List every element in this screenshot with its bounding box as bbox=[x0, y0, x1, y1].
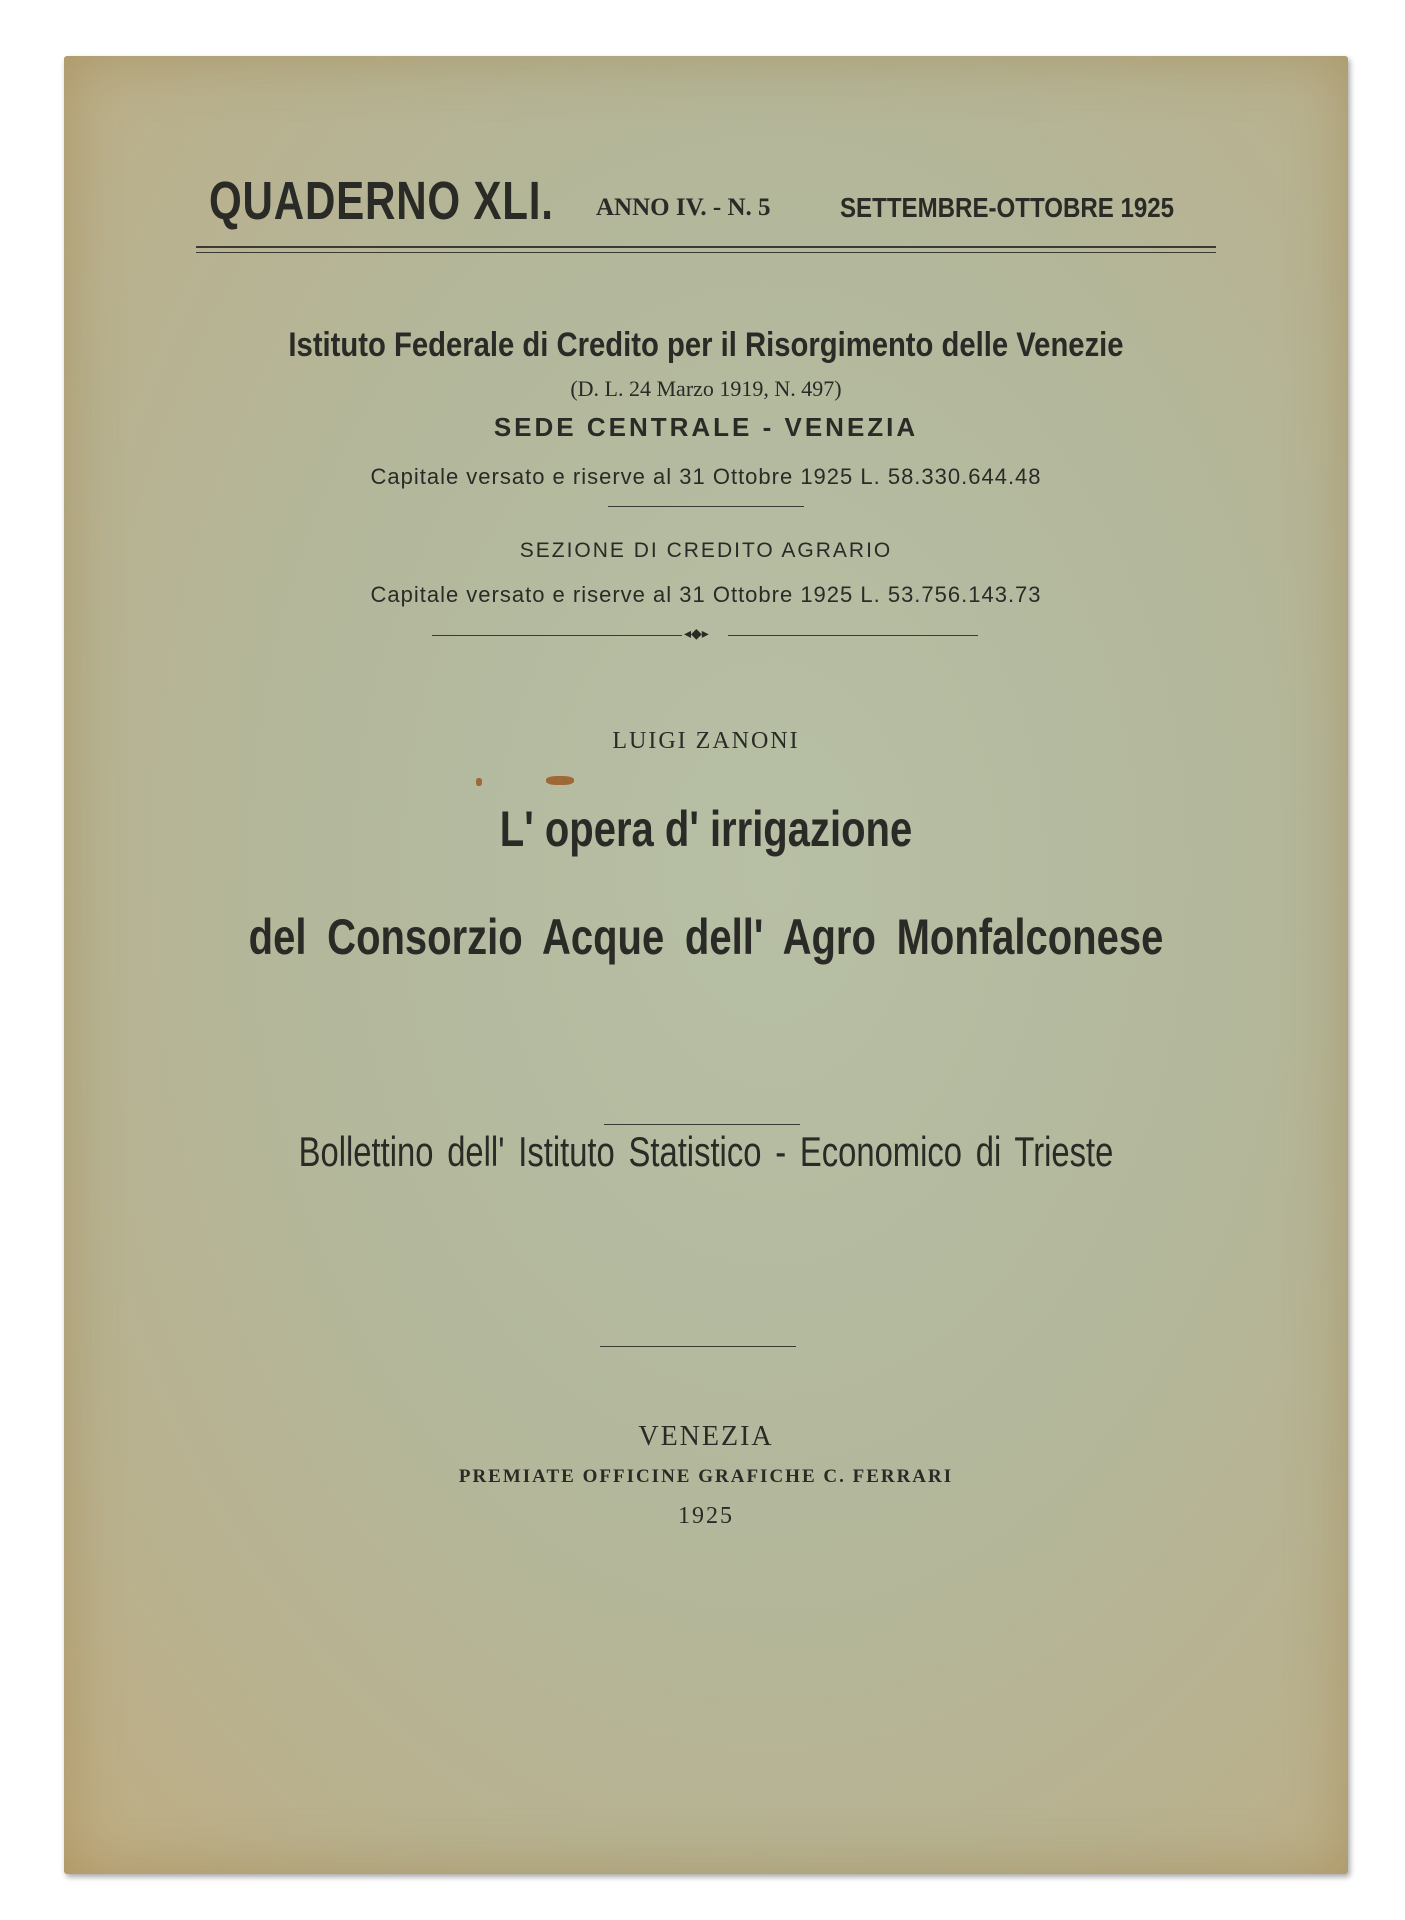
title-line-2: del Consorzio Acque dell' Agro Monfalconese bbox=[248, 909, 1164, 965]
series-number: QUADERNO XLI. bbox=[209, 171, 554, 231]
publisher-name: Istituto Federale di Credito per il Risorgimento delle Venezie bbox=[288, 326, 1124, 364]
note-divider bbox=[600, 1346, 796, 1347]
booklet-cover bbox=[64, 56, 1348, 1874]
section-divider bbox=[608, 506, 804, 507]
capital-statement: Capitale versato e riserve al 31 Ottobre 1925 L. 58.330.644.48 bbox=[370, 464, 1042, 489]
author-name: LUIGI ZANONI bbox=[612, 728, 800, 754]
rust-stain bbox=[476, 778, 482, 786]
rust-stain bbox=[546, 776, 574, 785]
section-capital-statement: Capitale versato e riserve al 31 Ottobre 1925 L. 53.756.143.73 bbox=[370, 582, 1042, 607]
header-rule-top bbox=[196, 246, 1216, 248]
title-line-1: L' opera d' irrigazione bbox=[499, 801, 913, 857]
ornament-rule-right bbox=[728, 635, 978, 636]
headquarters: SEDE CENTRALE - VENEZIA bbox=[493, 412, 919, 442]
header-rule-bottom bbox=[196, 252, 1216, 253]
agrarian-section: SEZIONE DI CREDITO AGRARIO bbox=[519, 539, 893, 562]
ornament-divider: ◂◆▸ bbox=[684, 626, 709, 642]
decree-reference: (D. L. 24 Marzo 1919, N. 497) bbox=[570, 376, 842, 401]
imprint-printer: PREMIATE OFFICINE GRAFICHE C. FERRARI bbox=[458, 1466, 954, 1487]
issue-period: SETTEMBRE-OTTOBRE 1925 bbox=[840, 192, 1175, 223]
issue-number: ANNO IV. - N. 5 bbox=[596, 194, 771, 221]
ornament-rule-left bbox=[432, 635, 682, 636]
imprint-city: VENEZIA bbox=[638, 1421, 774, 1452]
series-note: Bollettino dell' Istituto Statistico - Economico di Trieste bbox=[298, 1128, 1114, 1175]
title-divider bbox=[604, 1124, 800, 1125]
imprint-year: 1925 bbox=[678, 1503, 734, 1529]
